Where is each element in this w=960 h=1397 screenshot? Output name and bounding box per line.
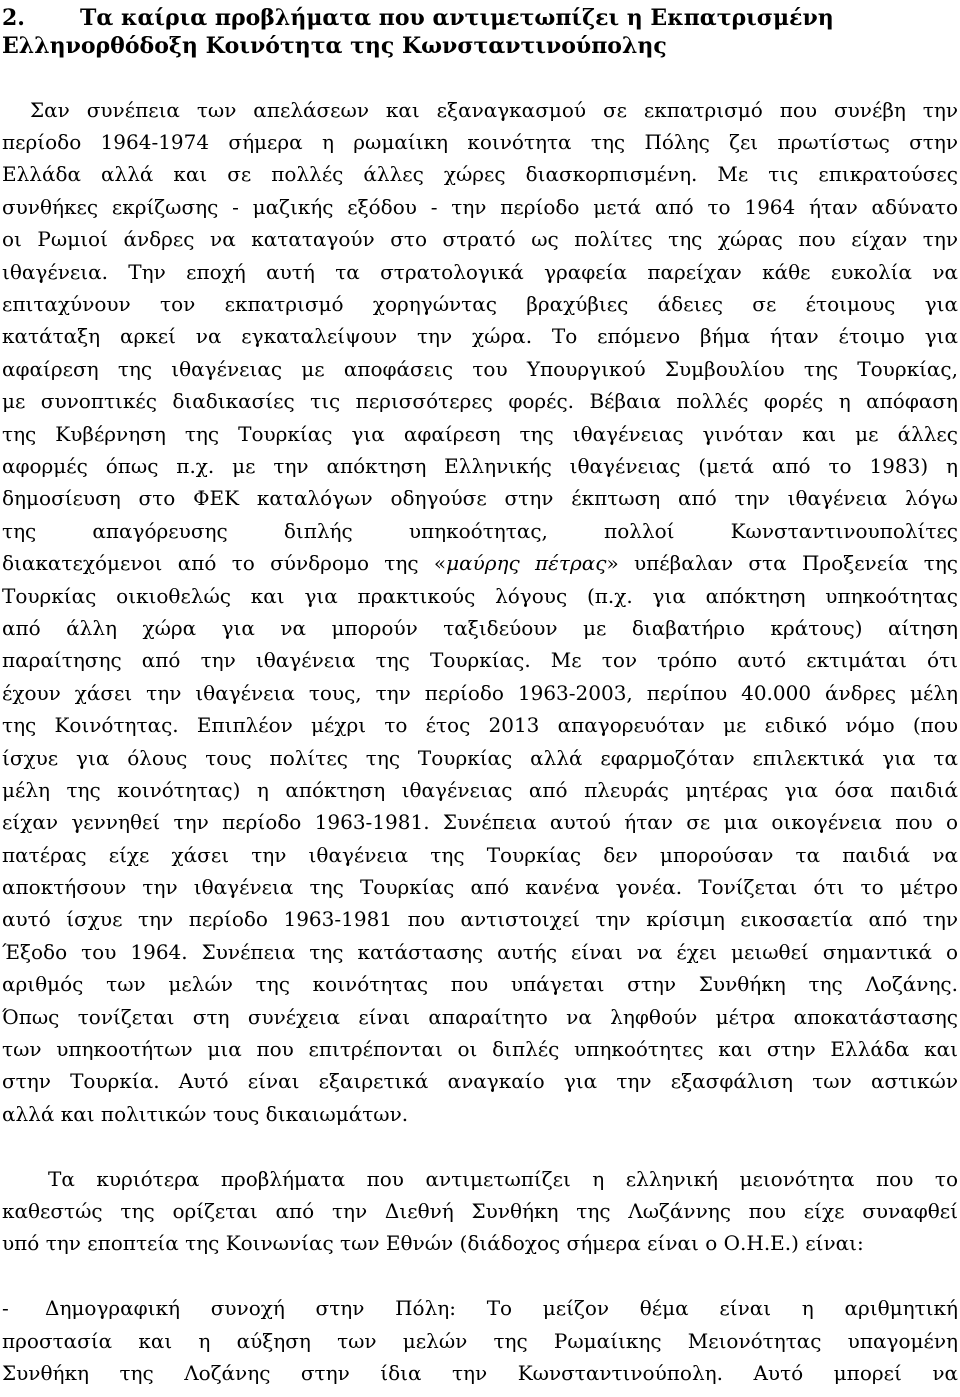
paragraph-line: Ελλάδα αλλά και σε πολλές άλλες χώρες διασκορπισμένη. Με τις επικρατούσες xyxy=(2,162,958,187)
section-title-text: Ελληνορθόδοξη Κοινότητα της Κωνσταντινούπολης xyxy=(2,33,667,59)
list-item xyxy=(2,1292,958,1389)
paragraph-line: μέλη της κοινότητας) η απόκτηση ιθαγένειας από πλευράς μητέρας για όσα παιδιά xyxy=(2,777,958,802)
paragraph-line: της απαγόρευσης διπλής υπηκοότητας, πολλοί Κωνσταντινουπολίτες xyxy=(2,518,958,543)
paragraph-line: Τα κυριότερα προβλήματα που αντιμετωπίζει η ελληνική μειονότητα που το xyxy=(48,1166,958,1191)
paragraph-line: Όπως τονίζεται στη συνέχεια είναι απαραίτητο να ληφθούν μέτρα αποκατάστασης xyxy=(2,1004,958,1029)
paragraph-line: αφορμές όπως π.χ. με την απόκτηση Ελληνικής ιθαγένειας (μετά από το 1983) η xyxy=(2,453,958,478)
paragraph-line: από άλλη χώρα για να μπορούν ταξιδεύουν με διαβατήριο κράτους) αίτηση xyxy=(2,615,958,640)
paragraph-line: αριθμός των μελών της κοινότητας που υπάγεται στην Συνθήκη της Λοζάνης. xyxy=(2,972,958,997)
paragraph-line: Έξοδο του 1964. Συνέπεια της κατάστασης αυτής είναι να έχει μειωθεί σημαντικά ο xyxy=(2,939,958,964)
paragraph-line: αποκτήσουν την ιθαγένεια της Τουρκίας από κανένα γονέα. Τονίζεται ότι το μέτρο xyxy=(2,875,958,900)
paragraph-line: με συνοπτικές διαδικασίες τις περισσότερες φορές. Βέβαια πολλές φορές η απόφαση xyxy=(2,389,958,414)
paragraph-line: της Κυβέρνηση της Τουρκίας για αφαίρεση της ιθαγένειας γινόταν και με άλλες xyxy=(2,421,958,446)
paragraph-line: ίσχυε για όλους τους πολίτες της Τουρκίας αλλά εφαρμοζόταν επιλεκτικά για τα xyxy=(2,745,958,770)
list-bullet: - xyxy=(2,1296,9,1321)
paragraph-line: αυτό ίσχυε την περίοδο 1963-1981 που αντιστοιχεί την κρίσιμη εικοσαετία από την xyxy=(2,907,958,932)
list-item-line: προστασία και η αύξηση των μελών της Ρωμαίικης Μειονότητας υπαγομένη xyxy=(2,1328,958,1353)
list-item-line xyxy=(2,1292,958,1324)
paragraph-line: περίοδο 1964-1974 σήμερα η ρωμαίικη κοινότητα της Πόλης ζει πρωτίστως στην xyxy=(2,130,958,155)
list-item-line: Συνθήκη της Λοζάνης στην ίδια την Κωνσταντινούπολη. Αυτό μπορεί να xyxy=(2,1360,958,1385)
paragraph-line: αλλά και πολιτικών τους δικαιωμάτων. xyxy=(2,1101,409,1126)
paragraph-line: παραίτησης από την ιθαγένεια της Τουρκίας. Με τον τρόπο αυτό εκτιμάται ότι xyxy=(2,648,958,673)
paragraph-line: των υπηκοοτήτων μια που επιτρέπονται οι διπλές υπηκοότητες και στην Ελλάδα και xyxy=(2,1037,958,1062)
paragraph-line: Σαν συνέπεια των απελάσεων και εξαναγκασμού σε εκπατρισμό που συνέβη την xyxy=(30,97,958,122)
list-item-text: Δημογραφική συνοχή στην Πόλη: Το μείζον θέμα είναι η αριθμητική xyxy=(45,1296,958,1321)
paragraph-line: πατέρας είχε χάσει την ιθαγένεια της Τουρκίας δεν μπορούσαν τα παιδιά να xyxy=(2,842,958,867)
paragraph xyxy=(2,94,958,1131)
paragraph-line: στην Τουρκία. Αυτό είναι εξαιρετικά αναγκαίο για την εξασφάλιση των αστικών xyxy=(2,1069,958,1094)
line-text: διακατεχόμενοι από το σύνδρομο της « xyxy=(2,551,447,576)
section-number: 2. xyxy=(2,5,25,31)
section-heading-line xyxy=(2,4,958,32)
paragraph-line: αφαίρεση της ιθαγένειας με αποφάσεις του Υπουργικού Συμβουλίου της Τουρκίας, xyxy=(2,356,958,381)
italic-phrase: μαύρης πέτρας xyxy=(446,551,607,576)
line-text: » υπέβαλαν στα Προξενεία της xyxy=(606,551,958,576)
paragraph xyxy=(2,1163,958,1260)
paragraph-line: συνθήκες εκρίζωσης - μαζικής εξόδου - την περίοδο μετά από το 1964 ήταν αδύνατο xyxy=(2,194,958,219)
paragraph-line: έχουν χάσει την ιθαγένεια τους, την περίοδο 1963-2003, περίπου 40.000 άνδρες μέλη xyxy=(2,680,958,705)
paragraph-line: επιταχύνουν τον εκπατρισμό χορηγώντας βραχύβιες άδειες σε έτοιμους για xyxy=(2,292,958,317)
paragraph-line: υπό την εποπτεία της Κοινωνίας των Εθνών (διάδοχος σήμερα είναι ο Ο.Η.Ε.) είναι: xyxy=(2,1231,864,1256)
paragraph-line: ιθαγένεια. Την εποχή αυτή τα στρατολογικά γραφεία παρείχαν κάθε ευκολία να xyxy=(2,259,958,284)
paragraph-line: οι Ρωμιοί άνδρες να καταταγούν στο στρατό ως πολίτες της χώρας που είχαν την xyxy=(2,227,958,252)
paragraph-line: Τουρκίας οικιοθελώς και για πρακτικούς λόγους (π.χ. για απόκτηση υπηκοότητας xyxy=(2,583,958,608)
section-title-text: Τα καίρια προβλήματα που αντιμετωπίζει η Εκπατρισμένη xyxy=(80,5,834,31)
paragraph-line xyxy=(2,547,958,579)
paragraph-line: καθεστώς της ορίζεται από την Διεθνή Συνθήκη της Λωζάννης που είχε συναφθεί xyxy=(2,1198,958,1223)
paragraph-line: κατάταξη αρκεί να εγκαταλείψουν την χώρα. Το επόμενο βήμα ήταν έτοιμο για xyxy=(2,324,958,349)
section-heading-line xyxy=(2,32,958,60)
section-heading xyxy=(2,4,958,60)
paragraph-line: της Κοινότητας. Επιπλέον μέχρι το έτος 2013 απαγορευόταν με ειδικό νόμο (που xyxy=(2,713,958,738)
paragraph-line: είχαν γεννηθεί την περίοδο 1963-1981. Συνέπεια αυτού ήταν σε μια οικογένεια που ο xyxy=(2,810,958,835)
paragraph-line: δημοσίευση στο ΦΕΚ καταλόγων οδηγούσε στην έκπτωση από την ιθαγένεια λόγω xyxy=(2,486,958,511)
